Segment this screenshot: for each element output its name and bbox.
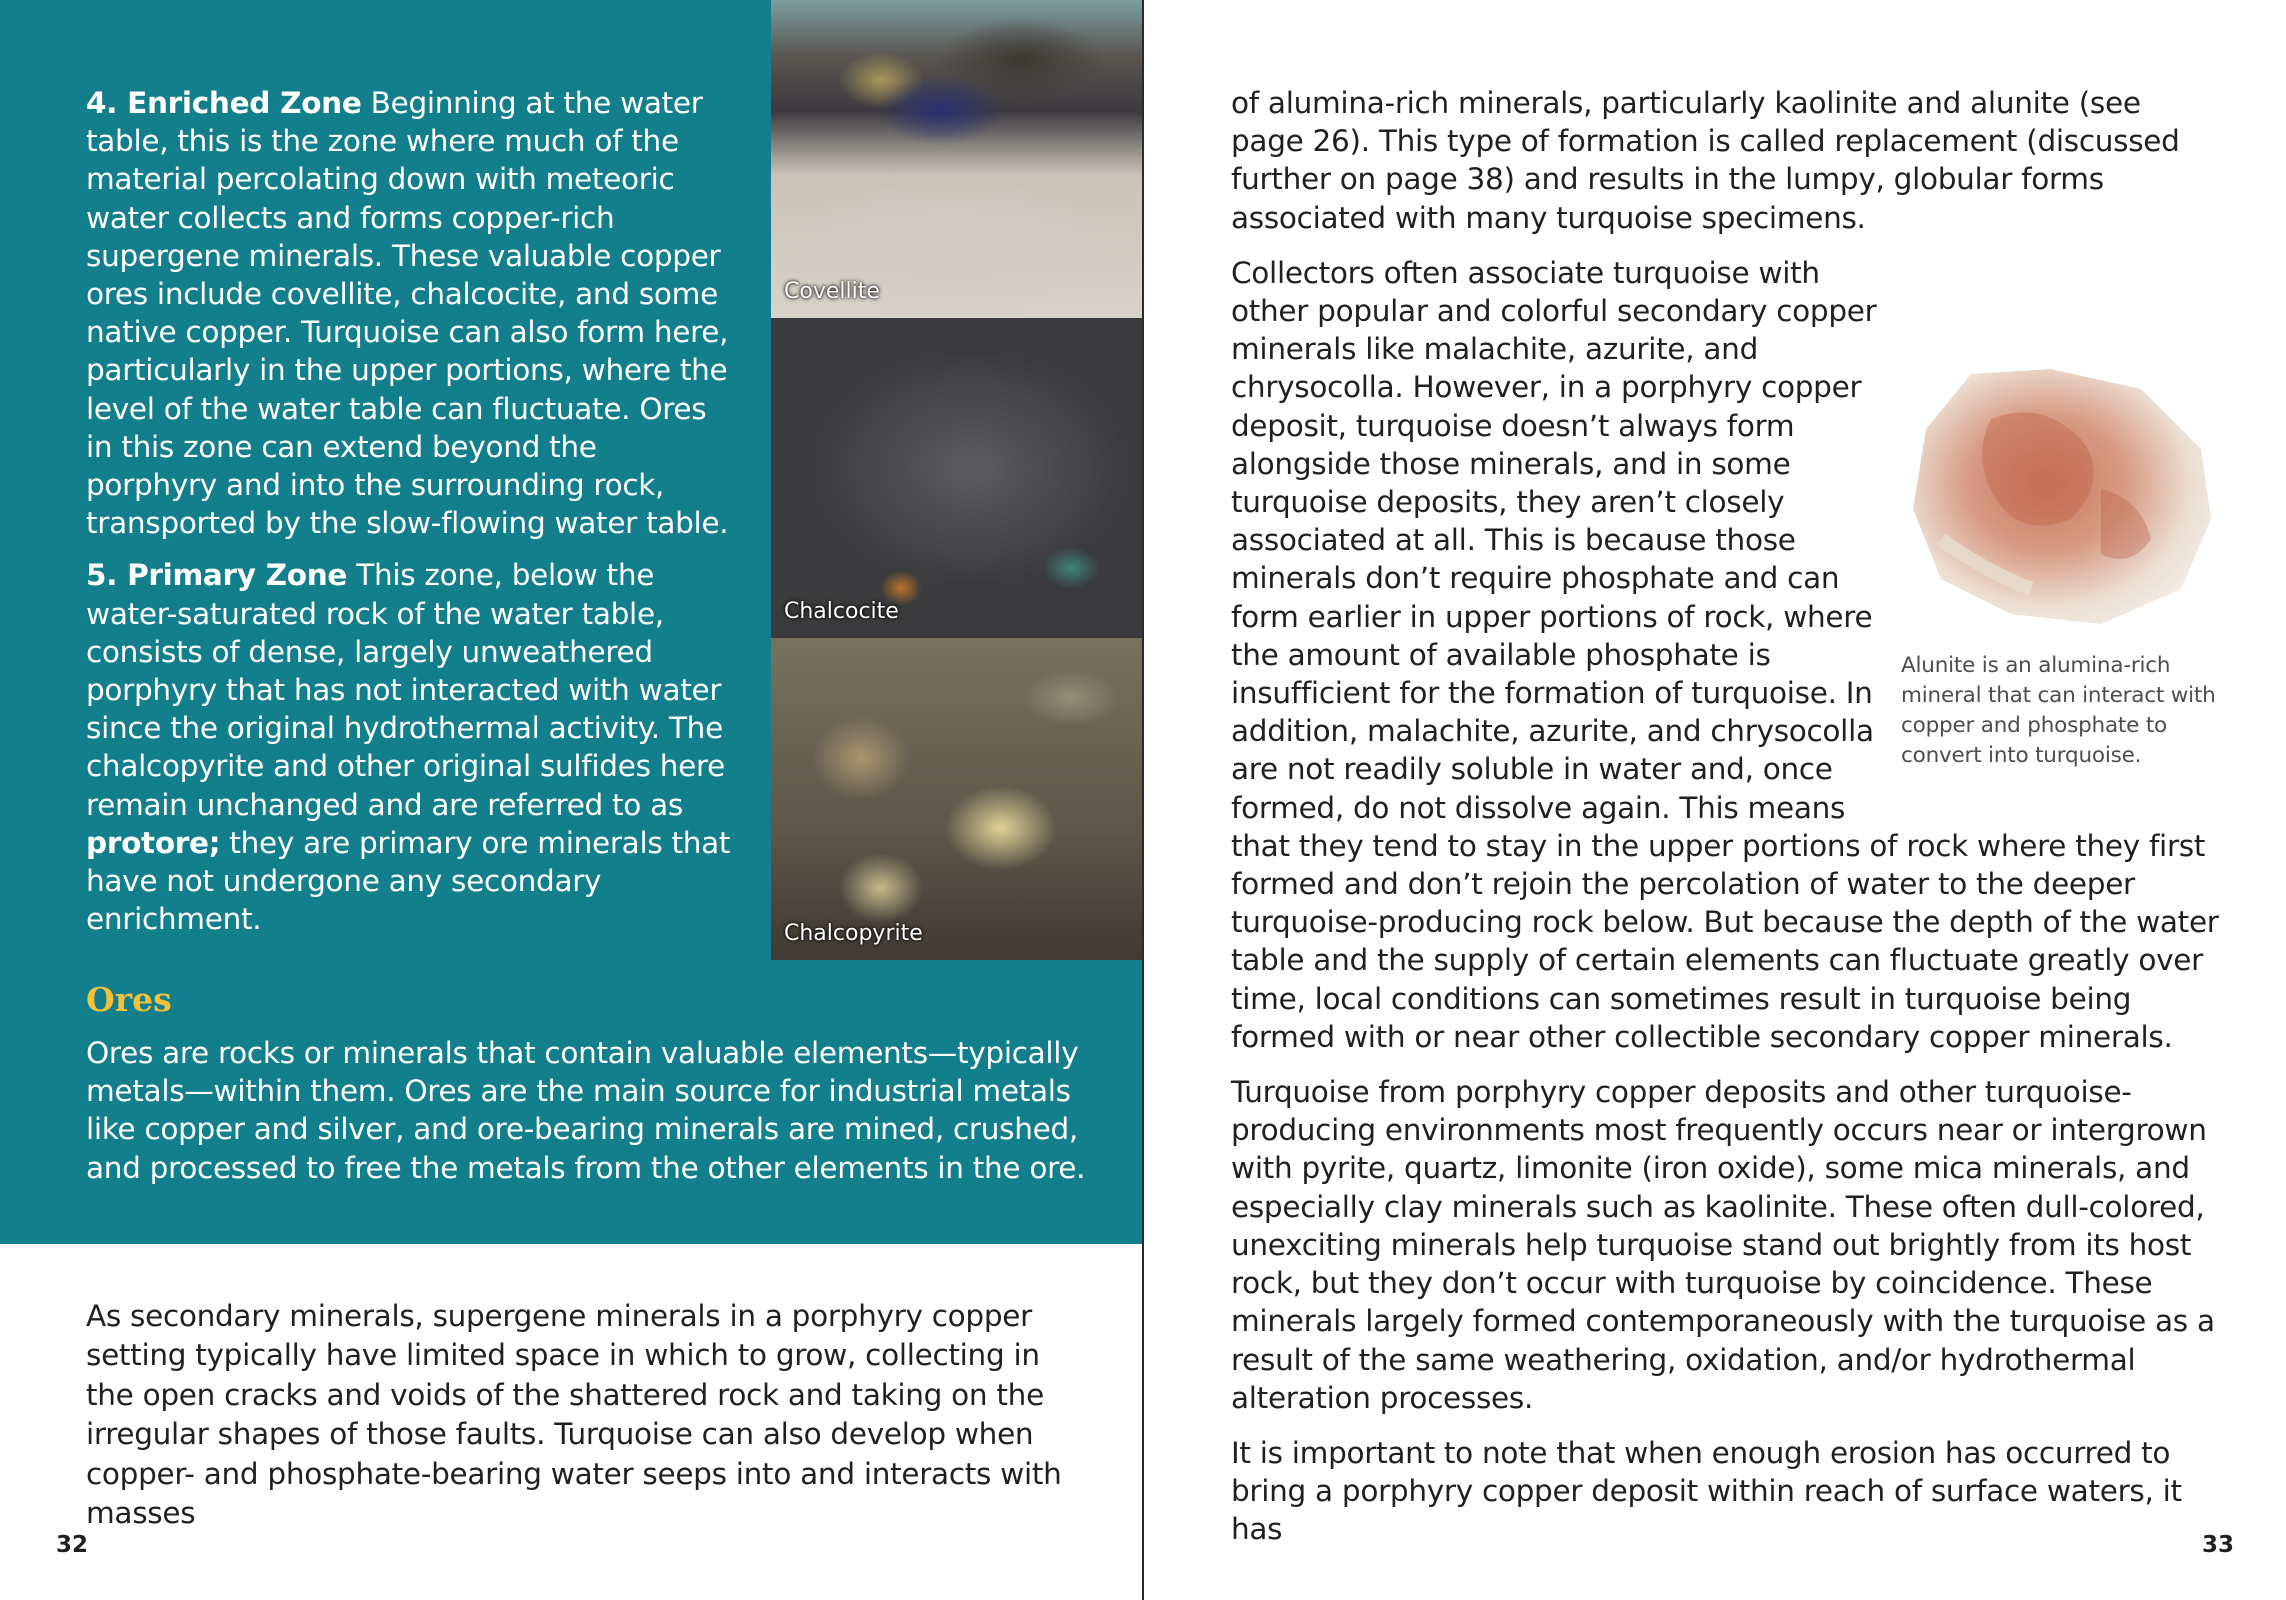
page-number: 32 bbox=[56, 1532, 89, 1558]
right-page bbox=[1142, 0, 2286, 1600]
photo-caption: Covellite bbox=[784, 279, 880, 304]
primary-zone-paragraph bbox=[86, 556, 736, 938]
primary-zone-text-after: they are primary ore minerals that have not undergone any secondary enrichment. bbox=[86, 825, 731, 937]
enriched-zone-label: 4. Enriched Zone bbox=[86, 86, 362, 120]
teal-sidebar-panel bbox=[0, 0, 1142, 1244]
alunite-figure bbox=[1901, 349, 2221, 788]
body-paragraph: Collectors often associate turquoise with other popular and colorful secondary copper minerals like malachite, azurite, and chrysocolla. However, in a porphyry copper deposit, turquoise doesn’t always form alongside those minerals, and in some turquoise deposits, they aren’t closely associated at all. This is because those minerals don’t require phosphate and can form earlier in upper portions of rock, where the amount of available phosphate is insufficient for the formation of turquoise. In addition, malachite, azurite, and chrysocolla are not readily soluble in water and, once formed, do not dissolve again. This means that they tend to stay in the upper portions of rock where they first formed and don’t rejoin the percolation of water to the deeper turquoise-producing rock below. But because the depth of the water table and the supply of certain elements can fluctuate greatly over time, local conditions can sometimes result in turquoise being formed with or near other collectible secondary copper minerals. bbox=[1231, 255, 2219, 1054]
chalcocite-photo bbox=[771, 318, 1142, 638]
enriched-zone-paragraph bbox=[86, 84, 736, 542]
alunite-caption: Alunite is an alumina-rich mineral that can interact with copper and phosphate to convert into turquoise. bbox=[1901, 652, 2216, 768]
chalcopyrite-photo bbox=[771, 638, 1142, 960]
photo-caption: Chalcocite bbox=[784, 599, 899, 624]
ores-heading: Ores bbox=[86, 980, 172, 1019]
zone-descriptions bbox=[86, 84, 736, 952]
protore-term: protore; bbox=[86, 825, 221, 860]
mineral-photo-strip bbox=[771, 0, 1142, 960]
left-page bbox=[0, 0, 1142, 1600]
primary-zone-text-before: This zone, below the water-saturated rock of the water table, consists of dense, largely unweathered porphyry that has not interacted with water since the original hydrothermal activity. The chalcopyrite and other original sulfides here remain unchanged and are referred to as bbox=[86, 558, 725, 822]
enriched-zone-text: Beginning at the water table, this is the zone where much of the material percolating down with meteoric water collects and forms copper-rich supergene minerals. These valuable copper ores include covellite, chalcocite, and some native copper. Turquoise can also form here, particularly in the upper portions, where the level of the water table can fluctuate. Ores in this zone can extend beyond the porphyry and into the surrounding rock, transported by the slow-flowing water table. bbox=[86, 86, 729, 541]
alunite-photo bbox=[1901, 349, 2221, 639]
covellite-photo bbox=[771, 0, 1142, 318]
right-body-text bbox=[1231, 84, 2221, 1566]
supergene-paragraph: As secondary minerals, supergene minerals in a porphyry copper setting typically have limited space in which to grow, collecting in the open cracks and voids of the shattered rock and taking on the irregular shapes of those faults. Turquoise can also develop when copper- and phosphate-bearing water seeps into and interacts with masses bbox=[86, 1299, 1062, 1531]
ores-paragraph: Ores are rocks or minerals that contain valuable elements—typically metals—within them. Ores are the main source for industrial metals like copper and silver, and ore-bearing minerals are mined, crushed, and processed to free the metals from the other elements in the ore. bbox=[86, 1036, 1086, 1185]
body-paragraph: Turquoise from porphyry copper deposits and other turquoise-producing environments most frequently occurs near or intergrown with pyrite, quartz, limonite (iron oxide), some mica minerals, and especially clay minerals such as kaolinite. These often dull-colored, unexciting minerals help turquoise stand out brightly from its host rock, but they don’t occur with turquoise by coincidence. These minerals largely formed contemporaneously with the turquoise as a result of the same weathering, oxidation, and/or hydrothermal alteration processes. bbox=[1231, 1075, 2215, 1415]
body-paragraph: It is important to note that when enough erosion has occurred to bring a porphyry copper deposit within reach of surface waters, it has bbox=[1231, 1435, 2182, 1547]
page-number: 33 bbox=[2201, 1532, 2234, 1558]
photo-caption: Chalcopyrite bbox=[784, 921, 923, 946]
alunite-rock-graphic bbox=[1901, 349, 2221, 639]
primary-zone-label: 5. Primary Zone bbox=[86, 558, 348, 593]
body-paragraph: of alumina-rich minerals, particularly kaolinite and alunite (see page 26). This type of formation is called replacement (discussed further on page 38) and results in the lumpy, globular forms associated with many turquoise specimens. bbox=[1231, 86, 2180, 235]
